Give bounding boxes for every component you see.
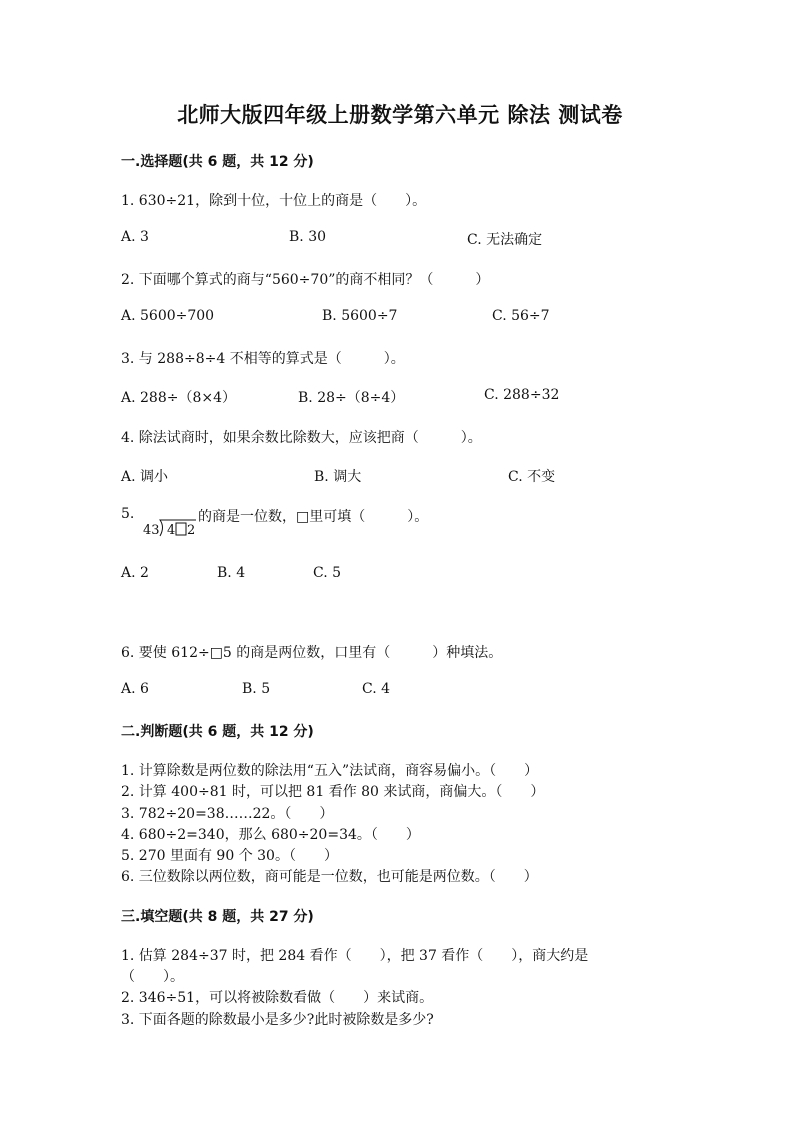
long-division-figure — [138, 516, 198, 538]
option-a: A. 6 — [121, 681, 149, 697]
option-a: A. 5600÷700 — [121, 308, 215, 324]
divisor-text: 43 — [143, 523, 160, 538]
question-stem: 的商是一位数，□里可填（ ）。 — [198, 509, 429, 525]
dividend-left-text: 4 — [167, 523, 176, 538]
option-c: C. 无法确定 — [467, 232, 543, 248]
dividend-right-text: 2 — [187, 523, 196, 538]
option-a: A. 3 — [121, 229, 149, 245]
blank-box-icon — [176, 523, 186, 535]
option-c: C. 4 — [362, 681, 391, 697]
list-item: 3. 782÷20=38……22。（ ） — [121, 806, 334, 822]
question-stem: 2. 346÷51，可以将被除数看做（ ）来试商。 — [121, 990, 434, 1006]
list-item: 2. 计算 400÷81 时，可以把 81 看作 80 来试商，商偏大。（ ） — [121, 784, 545, 800]
option-a: A. 调小 — [121, 469, 169, 485]
option-c: C. 不变 — [508, 469, 556, 485]
option-b: B. 5600÷7 — [322, 308, 398, 324]
option-b: B. 30 — [289, 229, 327, 245]
page-title: 北师大版四年级上册数学第六单元 除法 测试卷 — [177, 103, 623, 127]
list-item: 6. 三位数除以两位数，商可能是一位数，也可能是两位数。（ ） — [121, 869, 538, 885]
option-a: A. 2 — [121, 565, 149, 581]
question-stem: 2. 下面哪个算式的商与“560÷70”的商不相同？（ ） — [121, 272, 490, 288]
option-c: C. 288÷32 — [484, 387, 560, 403]
question-stem: 1. 估算 284÷37 时，把 284 看作（ ），把 37 看作（ ），商大约是 — [121, 948, 589, 964]
question-stem: 3. 下面各题的除数最小是多少?此时被除数是多少? — [121, 1012, 434, 1028]
option-b: B. 28÷（8÷4） — [298, 390, 405, 406]
list-item: 5. 270 里面有 90 个 30。（ ） — [121, 848, 338, 864]
question-stem: 6. 要使 612÷□5 的商是两位数，口里有（ ）种填法。 — [121, 645, 503, 661]
option-b: B. 4 — [217, 565, 246, 581]
question-stem: 3. 与 288÷8÷4 不相等的算式是（ ）。 — [121, 351, 405, 367]
list-item: 1. 计算除数是两位数的除法用“五入”法试商，商容易偏小。（ ） — [121, 763, 539, 779]
question-stem: 4. 除法试商时，如果余数比除数大，应该把商（ ）。 — [121, 430, 482, 446]
question-number: 5. — [121, 506, 135, 522]
option-a: A. 288÷（8×4） — [121, 390, 237, 406]
question-stem: 1. 630÷21，除到十位，十位上的商是（ ）。 — [121, 193, 427, 209]
list-item: 4. 680÷2=340，那么 680÷20=34。（ ） — [121, 827, 420, 843]
section-heading-choice: 一.选择题(共 6 题，共 12 分) — [121, 154, 314, 170]
section-heading-fill: 三.填空题(共 8 题，共 27 分) — [121, 909, 314, 925]
option-b: B. 调大 — [314, 469, 362, 485]
option-c: C. 5 — [313, 565, 342, 581]
option-c: C. 56÷7 — [492, 308, 550, 324]
question-stem-continued: （ ）。 — [121, 969, 184, 985]
section-heading-judge: 二.判断题(共 6 题，共 12 分) — [121, 724, 314, 740]
option-b: B. 5 — [242, 681, 271, 697]
